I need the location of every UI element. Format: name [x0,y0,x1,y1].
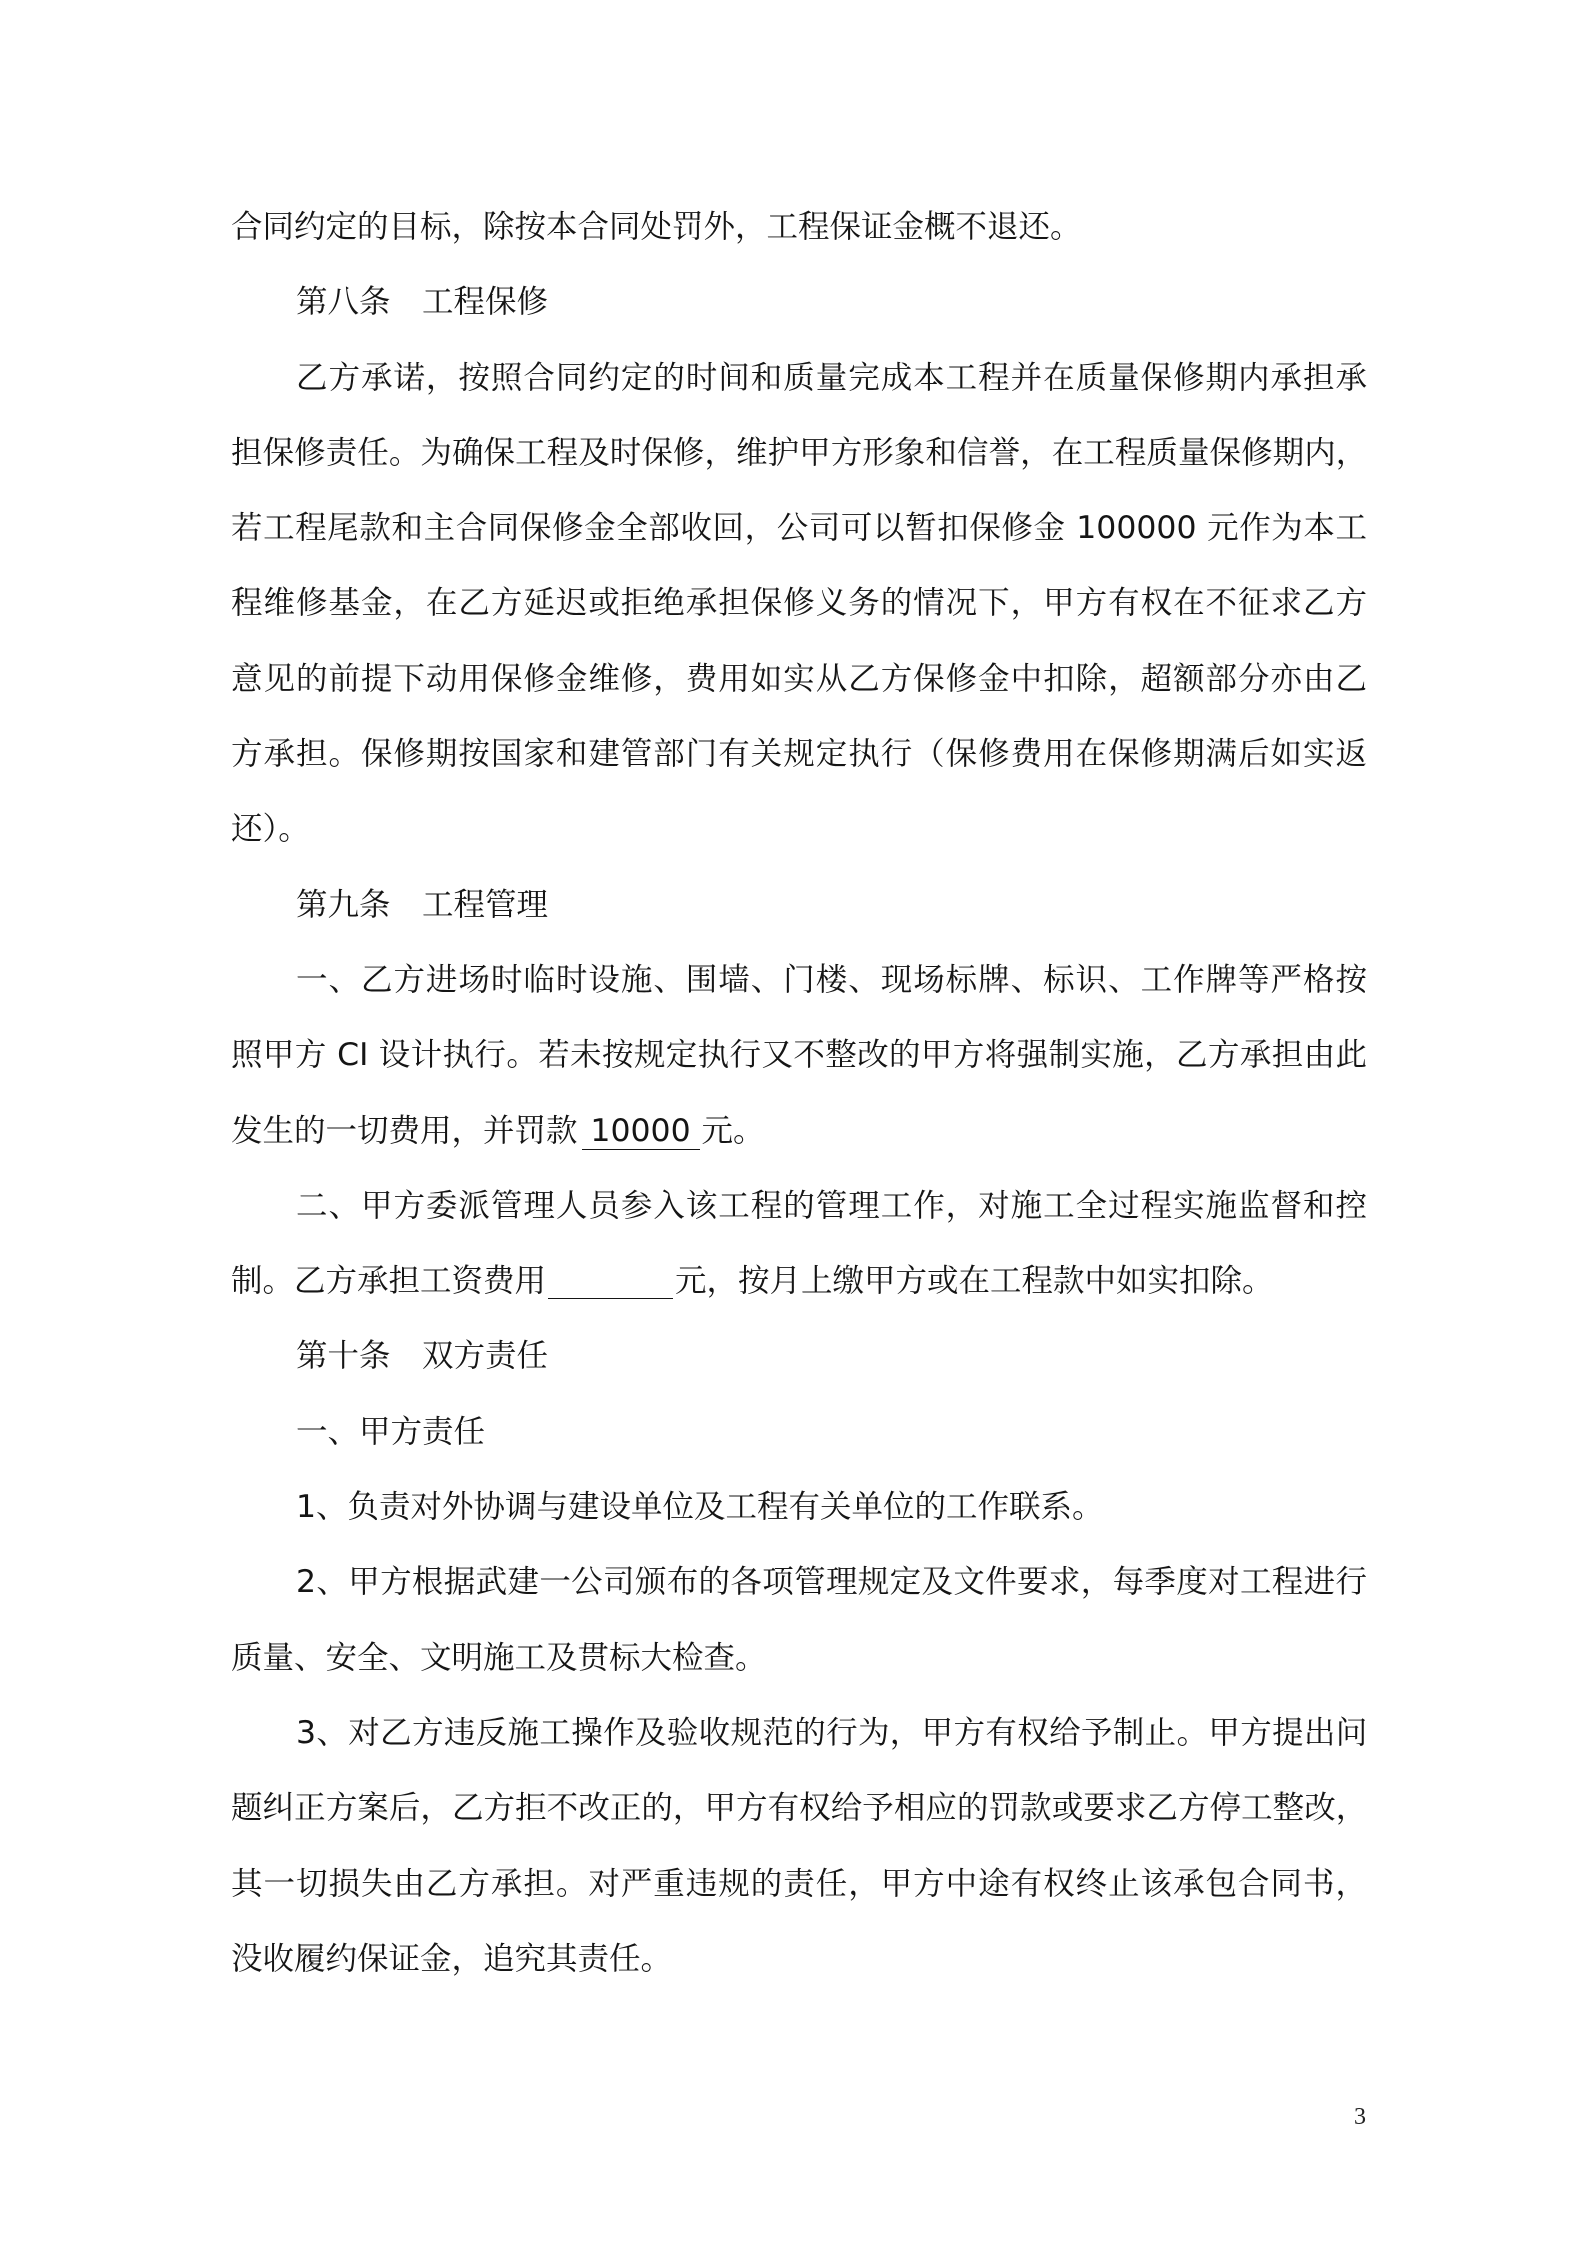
blank-wage-amount-line [548,1262,673,1299]
article-8-heading [231,265,1367,340]
text-segment: 元，按月上缴甲方或在工程款中如实扣除。 [675,1263,1274,1300]
text-line: 没收履约保证金，追究其责任。 [231,1940,673,1977]
article-heading: 第九条 工程管理 [296,886,549,923]
section-subheading: 一、甲方责任 [296,1413,486,1450]
page-number: 3 [1354,2104,1366,2130]
text-line: 二、甲方委派管理人员参入该工程的管理工作，对施工全过程实施监督和控 [296,1187,1367,1224]
article-10-item-1 [231,1470,1367,1545]
text-line: 乙方承诺，按照合同约定的时间和质量完成本工程并在质量保修期内承担承 [296,359,1367,396]
text-line: 方承担。保修期按国家和建管部门有关规定执行（保修费用在保修期满后如实返 [231,736,1367,773]
text-line: 还）。 [231,811,310,848]
article-8-paragraph [231,341,1367,868]
article-10-item-2 [231,1545,1367,1696]
article-9-item-1 [231,943,1367,1169]
article-heading: 第八条 工程保修 [296,284,549,321]
text-line: 合同约定的目标，除按本合同处罚外，工程保证金概不退还。 [231,209,1082,245]
document-body [231,190,1367,1997]
article-9-item-2 [231,1169,1367,1320]
text-line-with-blank [231,1244,1367,1319]
text-line: 担保修责任。为确保工程及时保修，维护甲方形象和信誉，在工程质量保修期内， [231,434,1367,471]
article-9-heading [231,868,1367,943]
text-line: 质量、安全、文明施工及贯标大检查。 [231,1639,767,1676]
text-line: 2、甲方根据武建一公司颁布的各项管理规定及文件要求，每季度对工程进行 [296,1564,1367,1601]
paragraph-continuation [231,190,1367,265]
underlined-fine-amount: 10000 [582,1113,700,1150]
text-line: 其一切损失由乙方承担。对严重违规的责任，甲方中途有权终止该承包合同书， [231,1865,1367,1902]
text-segment: 发生的一切费用，并罚款 [231,1112,578,1149]
text-line: 照甲方 CI 设计执行。若未按规定执行又不整改的甲方将强制实施，乙方承担由此 [231,1037,1367,1074]
article-heading: 第十条 双方责任 [296,1338,549,1375]
text-line: 程维修基金，在乙方延迟或拒绝承担保修义务的情况下，甲方有权在不征求乙方 [231,585,1367,622]
article-10-heading [231,1319,1367,1394]
text-line: 3、对乙方违反施工操作及验收规范的行为，甲方有权给予制止。甲方提出问 [296,1714,1367,1751]
text-line: 若工程尾款和主合同保修金全部收回，公司可以暂扣保修金 100000 元作为本工 [231,510,1367,547]
text-line-with-fine [231,1094,1367,1169]
text-segment: 制。乙方承担工资费用 [231,1263,547,1300]
text-line: 意见的前提下动用保修金维修，费用如实从乙方保修金中扣除，超额部分亦由乙 [231,660,1367,697]
article-10-item-3 [231,1696,1367,1997]
article-10-subheading [231,1395,1367,1470]
text-line: 1、负责对外协调与建设单位及工程有关单位的工作联系。 [296,1489,1104,1526]
text-segment: 元。 [701,1112,765,1149]
text-line: 题纠正方案后，乙方拒不改正的，甲方有权给予相应的罚款或要求乙方停工整改， [231,1790,1367,1827]
text-line: 一、乙方进场时临时设施、围墙、门楼、现场标牌、标识、工作牌等严格按 [296,961,1367,998]
